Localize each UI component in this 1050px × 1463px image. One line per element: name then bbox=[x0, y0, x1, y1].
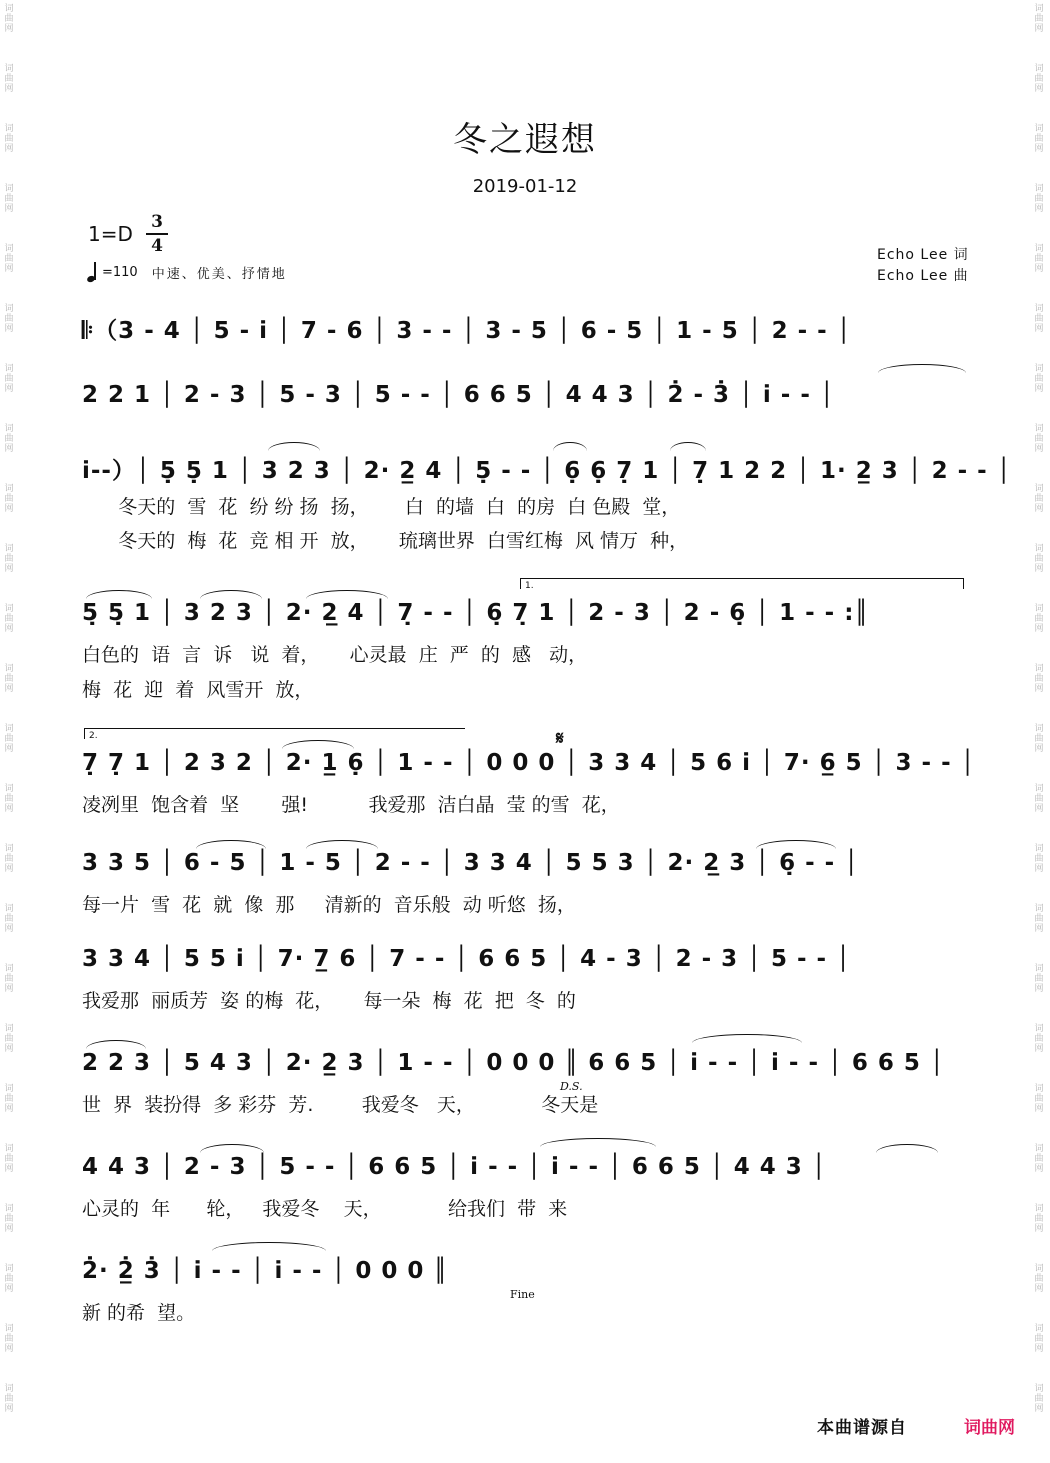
tie-mark bbox=[212, 1242, 326, 1251]
score-system-8: 2 2 3 │ 5 4 3 │ 2· 2̲ 3 │ 1 - - │ 0 0 0 ║ 6 6 5 │ i̇ - - │ i̇ - - │ 6 6 5 │ bbox=[82, 1050, 945, 1076]
tempo-marking: 中速、优美、抒情地 bbox=[151, 266, 287, 282]
watermark-text: 词 曲 网 bbox=[1034, 544, 1044, 574]
lyric-line-7: 我爱那 丽质芳 姿 的梅 花， 每一朵 梅 花 把 冬 的 bbox=[82, 990, 576, 1012]
watermark-text: 词 曲 网 bbox=[1034, 484, 1044, 514]
score-system-4: 5̣ 5̣ 1 │ 3 2 3 │ 2· 2̲ 4 │ 7̣ - - │ 6̣ 7̣ 1 │ 2 - 3 │ 2 - 6̣ │ 1 - - :║ bbox=[82, 600, 870, 626]
watermark-text: 词 曲 网 bbox=[4, 1204, 14, 1234]
time-signature-bottom: 4 bbox=[151, 236, 163, 256]
watermark-text: 词 曲 网 bbox=[4, 124, 14, 154]
watermark-text: 词 曲 网 bbox=[1034, 1324, 1044, 1354]
watermark-text: 词 曲 网 bbox=[4, 1144, 14, 1174]
watermark-text: 词 曲 网 bbox=[4, 244, 14, 274]
volta-2-label: 2. bbox=[89, 731, 98, 741]
watermark-text: 词 曲 网 bbox=[1034, 244, 1044, 274]
watermark-text: 词 曲 网 bbox=[4, 544, 14, 574]
score-system-1: 𝄆（3 - 4 │ 5 - i̇ │ 7 - 6 │ 3 - - │ 3 - 5 │ 6 - 5 │ 1 - 5 │ 2 - - │ bbox=[82, 318, 852, 344]
watermark-text: 词 曲 网 bbox=[1034, 1384, 1044, 1414]
segno-sign: 𝄋 bbox=[556, 728, 564, 749]
watermark-text: 词 曲 网 bbox=[1034, 1144, 1044, 1174]
slur-mark bbox=[670, 442, 706, 451]
slur-mark bbox=[553, 442, 587, 451]
quarter-note-icon bbox=[86, 262, 100, 282]
slur-mark bbox=[876, 1144, 938, 1153]
lyric-line-3-verse-1: 冬天的 雪 花 纷 纷 扬 扬， 白 的墙 白 的房 白 色殿 堂， bbox=[82, 496, 681, 518]
fine-mark: Fine bbox=[510, 1288, 535, 1301]
composer-credit: Echo Lee 曲 bbox=[877, 268, 969, 284]
watermark-text: 词 曲 网 bbox=[4, 844, 14, 874]
score-system-5: 7̣ 7̣ 1 │ 2 3 2 │ 2· 1̲ 6̣ │ 1 - - │ 0 0 0 │ 3 3 4 │ 5 6 i̇ │ 7· 6̲ 5 │ 3 - - │ bbox=[82, 750, 976, 776]
watermark-text: 词 曲 网 bbox=[4, 604, 14, 634]
song-date: 2019-01-12 bbox=[472, 176, 578, 197]
watermark-text: 词 曲 网 bbox=[4, 1024, 14, 1054]
slur-mark bbox=[86, 1040, 146, 1049]
watermark-text: 词 曲 网 bbox=[4, 904, 14, 934]
score-system-2: 2 2 1 │ 2 - 3 │ 5 - 3 │ 5 - - │ 6 6 5 │ 4 4 3 │ 2̇ - 3̇ │ i̇ - - │ bbox=[82, 382, 835, 408]
watermark-text: 词 曲 网 bbox=[4, 364, 14, 394]
slur-mark bbox=[196, 840, 266, 849]
watermark-text: 词 曲 网 bbox=[1034, 1024, 1044, 1054]
watermark-text: 词 曲 网 bbox=[1034, 964, 1044, 994]
watermark-text: 词 曲 网 bbox=[1034, 424, 1044, 454]
watermark-text: 词 曲 网 bbox=[1034, 904, 1044, 934]
watermark-text: 词 曲 网 bbox=[1034, 1264, 1044, 1294]
watermark-text: 词 曲 网 bbox=[1034, 604, 1044, 634]
lyric-line-3-verse-2: 冬天的 梅 花 竞 相 开 放， 琉璃世界 白雪红梅 风 情万 种， bbox=[82, 530, 689, 552]
watermark-text: 词 曲 网 bbox=[4, 964, 14, 994]
slur-mark bbox=[86, 590, 152, 599]
score-system-3: i̇--）│ 5̣ 5̣ 1 │ 3 2 3 │ 2· 2̲ 4 │ 5̣ - - │ 6̣ 6̣ 7̣ 1 │ 7̣ 1 2 2 │ 1· 2̲ 3 │ 2 - - │ bbox=[82, 458, 1012, 484]
score-system-7: 3 3 4 │ 5 5 i̇ │ 7· 7̲ 6 │ 7 - - │ 6 6 5 │ 4 - 3 │ 2 - 3 │ 5 - - │ bbox=[82, 946, 851, 972]
watermark-text: 词 曲 网 bbox=[4, 1084, 14, 1114]
watermark-text: 词 曲 网 bbox=[1034, 364, 1044, 394]
time-signature-top: 3 bbox=[151, 212, 163, 232]
lyric-line-10: 新 的希 望。 bbox=[82, 1302, 196, 1324]
tie-mark bbox=[540, 1138, 656, 1147]
key-signature: 1=D bbox=[88, 222, 133, 246]
right-watermark-strip bbox=[1032, 0, 1046, 1463]
lyric-line-4-verse-1: 白色的 语 言 诉 说 着， 心灵最 庄 严 的 感 动， bbox=[82, 644, 588, 666]
watermark-text: 词 曲 网 bbox=[1034, 724, 1044, 754]
lyric-line-5: 凌冽里 饱含着 坚 强! 我爱那 洁白晶 莹 的雪 花， bbox=[82, 794, 620, 816]
watermark-text: 词 曲 网 bbox=[1034, 64, 1044, 94]
score-system-9: 4 4 3 │ 2 - 3 │ 5 - - │ 6 6 5 │ i̇ - - │ i̇ - - │ 6 6 5 │ 4 4 3 │ bbox=[82, 1154, 827, 1180]
left-watermark-strip bbox=[2, 0, 16, 1463]
second-ending-bracket bbox=[84, 728, 465, 739]
slur-mark bbox=[200, 1144, 264, 1153]
watermark-text: 词 曲 网 bbox=[1034, 4, 1044, 34]
time-signature bbox=[146, 212, 168, 256]
song-title: 冬之遐想 bbox=[453, 120, 597, 160]
score-system-6: 3 3 5 │ 6 - 5 │ 1 - 5 │ 2 - - │ 3 3 4 │ 5 5 3 │ 2· 2̲ 3 │ 6̣ - - │ bbox=[82, 850, 860, 876]
first-ending-bracket bbox=[520, 578, 964, 589]
lyric-line-8: 世 界 装扮得 多 彩芬 芳. 我爱冬 天， 冬天是 bbox=[82, 1094, 599, 1116]
source-site-link[interactable]: 词曲网 bbox=[964, 1418, 1015, 1438]
watermark-text: 词 曲 网 bbox=[4, 4, 14, 34]
watermark-text: 词 曲 网 bbox=[4, 784, 14, 814]
slur-mark bbox=[268, 442, 320, 451]
watermark-text: 词 曲 网 bbox=[4, 304, 14, 334]
watermark-text: 词 曲 网 bbox=[4, 724, 14, 754]
watermark-text: 词 曲 网 bbox=[1034, 664, 1044, 694]
dal-segno-mark: D.S. bbox=[560, 1080, 583, 1093]
slur-mark bbox=[306, 590, 388, 599]
watermark-text: 词 曲 网 bbox=[1034, 304, 1044, 334]
watermark-text: 词 曲 网 bbox=[4, 424, 14, 454]
watermark-text: 词 曲 网 bbox=[1034, 1204, 1044, 1234]
tie-mark bbox=[878, 364, 966, 373]
watermark-text: 词 曲 网 bbox=[1034, 124, 1044, 154]
slur-mark bbox=[756, 840, 836, 849]
watermark-text: 词 曲 网 bbox=[1034, 1084, 1044, 1114]
watermark-text: 词 曲 网 bbox=[4, 664, 14, 694]
watermark-text: 词 曲 网 bbox=[4, 1264, 14, 1294]
lyric-line-9: 心灵的 年 轮， 我爱冬 天， 给我们 带 来 bbox=[82, 1198, 568, 1220]
tempo-line bbox=[86, 262, 287, 282]
watermark-text: 词 曲 网 bbox=[1034, 784, 1044, 814]
watermark-text: 词 曲 网 bbox=[4, 64, 14, 94]
volta-1-label: 1. bbox=[525, 581, 534, 591]
lyric-line-4-verse-2: 梅 花 迎 着 风雪开 放， bbox=[82, 679, 314, 701]
watermark-text: 词 曲 网 bbox=[4, 1324, 14, 1354]
watermark-text: 词 曲 网 bbox=[1034, 844, 1044, 874]
slur-mark bbox=[282, 740, 354, 749]
score-system-10: 2̇· 2̲̇ 3̇ │ i̇ - - │ i̇ - - │ 0 0 0 ║ bbox=[82, 1258, 449, 1284]
tempo-value: =110 bbox=[102, 264, 138, 280]
slur-mark bbox=[306, 840, 378, 849]
slur-mark bbox=[200, 590, 262, 599]
source-label: 本曲谱源自 bbox=[817, 1418, 907, 1438]
watermark-text: 词 曲 网 bbox=[4, 484, 14, 514]
watermark-text: 词 曲 网 bbox=[4, 1384, 14, 1414]
watermark-text: 词 曲 网 bbox=[1034, 184, 1044, 214]
tie-mark bbox=[692, 1034, 802, 1043]
lyricist-credit: Echo Lee 词 bbox=[877, 247, 969, 263]
lyric-line-6: 每一片 雪 花 就 像 那 清新的 音乐般 动 听悠 扬， bbox=[82, 894, 576, 916]
watermark-text: 词 曲 网 bbox=[4, 184, 14, 214]
